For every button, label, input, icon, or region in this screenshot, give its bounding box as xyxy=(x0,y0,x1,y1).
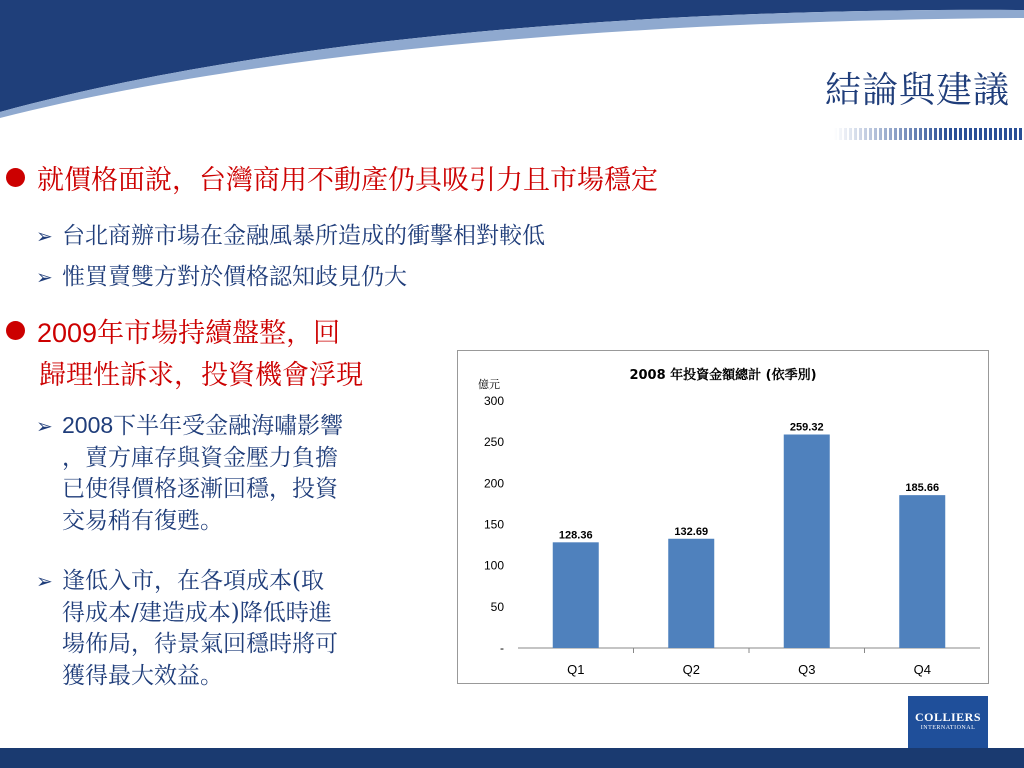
bullet-2-line1: 年市場持續盤整，回 xyxy=(97,318,341,349)
bar-q3 xyxy=(784,434,830,648)
data-label-q4: 185.66 xyxy=(905,482,940,495)
sub-bullet-3 xyxy=(36,410,343,537)
sub-bullet-1-text: 台北商辦市場在金融風暴所造成的衝擊相對較低 xyxy=(62,223,545,249)
x-tick-label-q1: Q1 xyxy=(567,662,585,677)
sub-bullet-2 xyxy=(36,262,407,294)
x-tick-label-q3: Q3 xyxy=(798,662,816,677)
data-label-q1: 128.36 xyxy=(558,529,593,542)
sub-bullet-4-line1: 逢低入市，在各項成本(取 xyxy=(62,568,324,594)
sub-bullet-4 xyxy=(36,566,338,692)
data-label-q2: 132.69 xyxy=(674,525,709,538)
logo-line2: INTERNATIONAL xyxy=(920,725,976,731)
sub-bullet-4-line3: 場佈局，待景氣回穩時將可 xyxy=(62,631,338,657)
bullet-2 xyxy=(6,312,363,397)
y-tick-label: - xyxy=(500,641,504,655)
y-tick-label: 50 xyxy=(490,599,504,614)
arrow-bullet-icon: ➢ xyxy=(36,414,53,438)
bullet-1-text: 就價格面說，台灣商用不動產仍具吸引力且市場穩定 xyxy=(37,165,658,196)
x-tick-label-q4: Q4 xyxy=(913,662,931,677)
title-underline xyxy=(834,128,1024,140)
colliers-logo xyxy=(908,696,988,748)
bar-q2 xyxy=(668,539,714,648)
sub-bullet-2-text: 惟買賣雙方對於價格認知歧見仍大 xyxy=(62,264,407,290)
arrow-bullet-icon: ➢ xyxy=(36,224,53,248)
chart-title: 2008 年投資金額總計 (依季別) xyxy=(629,368,817,383)
y-tick-label: 100 xyxy=(483,558,504,573)
bar-q1 xyxy=(553,542,599,648)
data-label-q3: 259.32 xyxy=(789,421,824,434)
sub-bullet-3-line2: ，賣方庫存與資金壓力負擔 xyxy=(62,444,338,471)
y-tick-label: 300 xyxy=(483,394,504,408)
sub-bullet-3-line4: 交易稍有復甦。 xyxy=(62,507,223,534)
sub-bullet-1 xyxy=(36,221,545,253)
arrow-bullet-icon: ➢ xyxy=(36,265,53,289)
arrow-bullet-icon: ➢ xyxy=(36,569,53,593)
investment-chart xyxy=(457,350,989,684)
sub-bullet-3-line1: 下半年受金融海嘯影響 xyxy=(113,413,344,439)
footer-bar xyxy=(0,748,1024,768)
y-tick-label: 150 xyxy=(483,517,504,532)
y-tick-label: 200 xyxy=(483,476,504,491)
sub-bullet-3-year: 2008 xyxy=(62,412,114,438)
sub-bullet-3-line3: 已使得價格逐漸回穩，投資 xyxy=(62,476,338,502)
slide-title: 結論與建議 xyxy=(824,70,1010,111)
sub-bullet-4-line4: 獲得最大效益。 xyxy=(62,662,223,689)
bar-chart-svg xyxy=(458,351,988,683)
logo-line1: COLLIERS xyxy=(914,710,982,724)
sub-bullet-4-line2: 得成本/建造成本)降低時進 xyxy=(62,599,332,626)
bullet-dot-icon xyxy=(6,168,25,187)
x-tick-label-q2: Q2 xyxy=(682,662,700,677)
chart-y-unit-label: 億元 xyxy=(478,378,500,391)
bullet-2-line2: 歸理性訴求，投資機會浮現 xyxy=(39,360,363,391)
y-tick-label: 250 xyxy=(483,435,504,450)
bullet-2-year: 2009 xyxy=(37,318,98,348)
bullet-dot-icon xyxy=(6,321,25,340)
bar-q4 xyxy=(899,495,945,648)
bullet-1 xyxy=(6,160,658,202)
